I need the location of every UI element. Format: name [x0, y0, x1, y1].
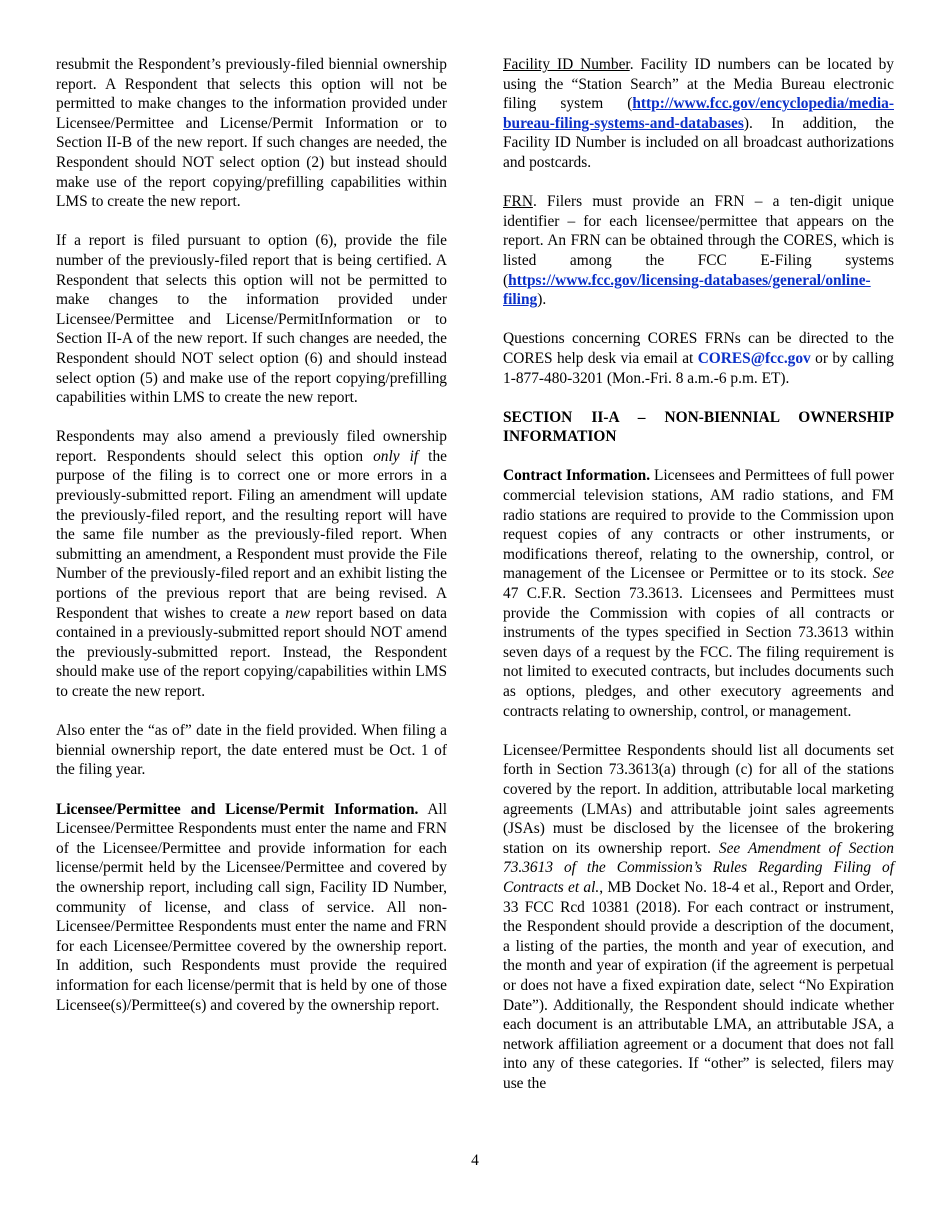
citation-amendment: See Amendment of Section 73.3613 of the Commission’s Rules Regarding Filing of Contracts et al. — [503, 839, 894, 896]
term-frn: FRN — [503, 193, 533, 211]
paragraph-resubmit-option: resubmit the Respondent’s previously-filed biennial ownership report. A Respondent that selects this option will not be permitted to make changes to the information provided under Licensee/Permittee and License/Permit Information or to Section II-B of the new report. If such changes are needed, the Respondent should NOT select option (2) but instead should make use of the report copying/prefilling capabilities within LMS to create the new report. — [56, 56, 447, 211]
paragraph-documents-list: Licensee/Permittee Respondents should list all documents set forth in Section 73.3613(a) through (c) for all of the stations covered by the report. In addition, attributable local marketing agreements (LMAs) and attributable joint sales agreements (JSAs) must be disclosed by the licensee of the brokering station on its ownership report. See Amendment of Section 73.3613 of the Commission’s Rules Regarding Filing of Contracts et al., MB Docket No. 18-4 et al., Report and Order, 33 FCC Rcd 10381 (2018). For each contract or instrument, the Respondent should provide a description of the document, a listing of the parties, the month and year of execution, and the month and year of expiration (if the agreement is perpetual or does not have a fixed expiration date, select “No Expiration Date”). Additionally, the Respondent should indicate whether each document is an attributable LMA, an attributable JSA, a network affiliation agreement or a document that does not fall into any of these categories. If “other” is selected, filers may use the — [503, 741, 894, 1092]
link-online-filing[interactable]: https://www.fcc.gov/licensing-databases/general/online-filing — [503, 271, 871, 309]
heading-license-information: Licensee/Permittee and License/Permit Information. — [56, 800, 419, 818]
section-heading-ii-a: SECTION II-A – NON-BIENNIAL OWNERSHIP INFORMATION — [503, 408, 894, 446]
paragraph-option-6: If a report is filed pursuant to option (6), provide the file number of the previously-filed report that is being certified. A Respondent that selects this option will not be permitted to make changes to the information provided under Licensee/Permittee and License/PermitInformation or to Section II-A of the new report. If such changes are needed, the Respondent should NOT select option (6) and should instead select option (5) and make use of the report copying/prefilling capabilities within LMS to create the new report. — [56, 232, 447, 407]
emphasis-new: new — [285, 604, 311, 622]
paragraph-facility-id: Facility ID Number. Facility ID numbers can be located by using the “Station Search” at the Media Bureau electronic filing system (http://www.fcc.gov/encyclopedia/media-bureau-filing-systems-and-databases). In addition, the Facility ID Number is included on all broadcast authorizations and postcards. — [503, 56, 894, 171]
emphasis-only-if: only if — [373, 447, 419, 465]
paragraph-contract-information: Contract Information. Licensees and Permittees of full power commercial television stations, AM radio stations, and FM radio stations are required to provide to the Commission upon request copies of any contracts or other instruments, or modifications thereof, relating to the ownership, control, or management of the Licensee or Permittee or to its stock. See 47 C.F.R. Section 73.3613. Licensees and Permittees must provide the Commission with copies of all contracts or instruments of the types specified in Section 73.3613 within seven days of a request by the FCC. The filing requirement is not limited to executed contracts, but includes documents such as options, pledges, and other executory agreements and contracts relating to ownership, control, or management. — [503, 467, 895, 720]
paragraph-cores-help: Questions concerning CORES FRNs can be directed to the CORES help desk via email at CORES@fcc.gov or by calling 1-877-480-3201 (Mon.-Fri. 8 a.m.-6 p.m. ET). — [503, 330, 894, 387]
page-number: 4 — [471, 1152, 479, 1169]
paragraph-frn: FRN. Filers must provide an FRN – a ten-digit unique identifier – for each licensee/permittee that appears on the report. An FRN can be obtained through the CORES, which is listed among the FCC E-Filing systems (https://www.fcc.gov/licensing-databases/general/online-filing). — [503, 193, 894, 309]
left-column — [56, 55, 447, 1015]
link-cores-email[interactable]: CORES@fcc.gov — [697, 349, 811, 367]
term-facility-id: Facility ID Number — [503, 56, 630, 73]
right-column — [503, 55, 894, 1093]
paragraph-as-of-date: Also enter the “as of” date in the field provided. When filing a biennial ownership report, the date entered must be Oct. 1 of the filing year. — [56, 722, 447, 779]
paragraph-amend-report: Respondents may also amend a previously filed ownership report. Respondents should select this option only if the purpose of the filing is to correct one or more errors in a previously-submitted report. Filing an amendment will update the previously-filed report, and the resulting report will have the same file number as the previously-filed report. When submitting an amendment, a Respondent must provide the File Number of the previously-filed report and an exhibit listing the portions of the previous report that are being revised. A Respondent that wishes to create a new report based on data contained in a previously-submitted report should NOT amend the previously-submitted report. Instead, the Respondent should make use of the report copying/capabilities within LMS to create the new report. — [56, 428, 447, 700]
link-media-bureau-filing[interactable]: http://www.fcc.gov/encyclopedia/media-bureau-filing-systems-and-databases — [503, 95, 894, 132]
heading-contract-information: Contract Information. — [503, 467, 651, 485]
paragraph-license-information: Licensee/Permittee and License/Permit Information. All Licensee/Permittee Respondents must enter the name and FRN of the Licensee/Permittee and provide information for each license/permit held by the Licensee/Permittee and covered by the ownership report, including call sign, Facility ID Number, community of license, and class of service. All non-Licensee/Permittee Respondents must enter the name and FRN for each Licensee/Permittee covered by the ownership report. In addition, such Respondents must provide the required information for each license/permit that is held by one of those Licensee(s)/Permittee(s) and covered by the ownership report. — [56, 800, 447, 1014]
emphasis-see: See — [872, 565, 894, 583]
